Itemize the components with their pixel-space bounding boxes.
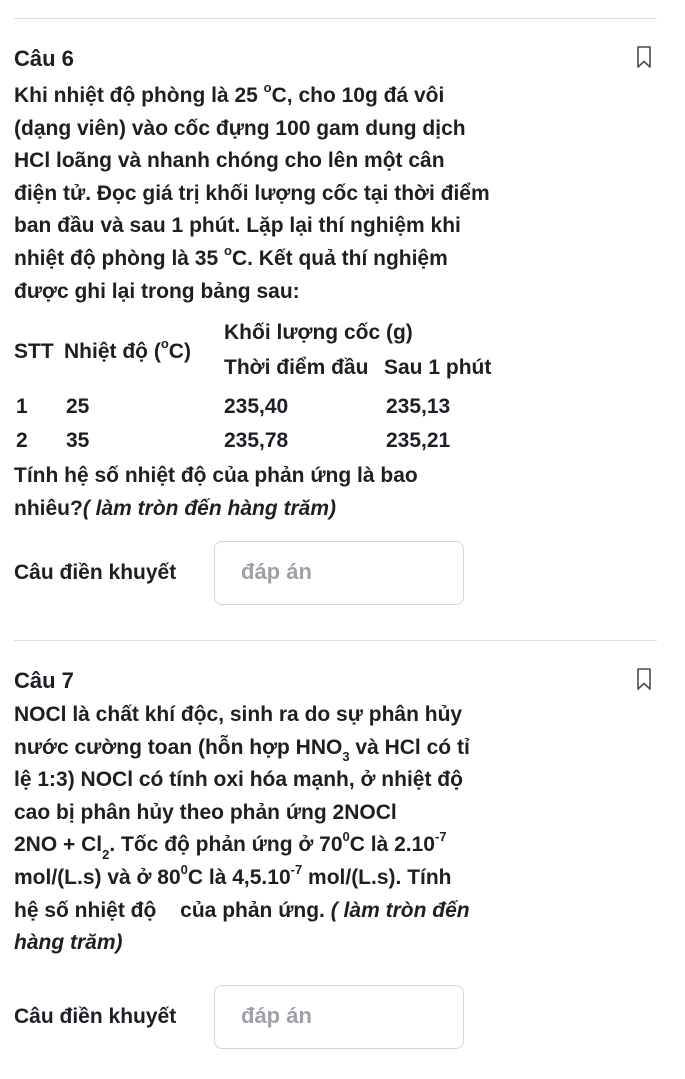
top-divider [14,18,657,19]
bookmark-icon[interactable] [637,46,651,68]
row-2-temp: 35 [66,429,90,452]
row-2-after: 235,21 [386,429,451,452]
answer-placeholder: đáp án [241,559,312,584]
question-6-title: Câu 6 [14,46,74,71]
col-after-header: Sau 1 phút [384,356,492,379]
row-1-stt: 1 [16,395,28,418]
row-1-start: 235,40 [224,395,289,418]
answer-input[interactable] [214,985,464,1049]
col-start-header: Thời điểm đầu [224,356,369,379]
row-2-stt: 2 [16,429,28,452]
col-mass-header: Khối lượng cốc (g) [224,321,413,344]
question-divider [14,640,657,641]
fill-blank-label: Câu điền khuyết [14,1005,177,1028]
fill-blank-label: Câu điền khuyết [14,561,177,584]
row-2-start: 235,78 [224,429,289,452]
answer-placeholder: đáp án [241,1003,312,1028]
question-7-title: Câu 7 [14,668,74,693]
row-1-temp: 25 [66,395,90,418]
question-6-text: Khi nhiệt độ phòng là 25 $^o$C, cho 10g đá vôi (dạng viên) vào cốc đựng 100 gam dung dịch HCl loãng và nhanh chóng cho lên một cân điện tử. Đọc giá trị khối lượng cốc tại thời điểm ban đầu và sau 1 phút. Lặp lại thí nghiệm khi nhiệt độ phòng là 35 $^o$C. Kết quả thí nghiệm được ghi lại trong bảng sau: [14,80,490,303]
answer-input[interactable] [214,541,464,605]
question-6-prompt: Tính hệ số nhiệt độ của phản ứng là bao nhiêu?( làm tròn đến hàng trăm) [14,464,418,520]
col-temp-header: Nhiệt độ ($^o$C) [64,336,191,363]
row-1-after: 235,13 [386,395,451,418]
col-stt-header: STT [14,340,54,363]
question-7-text: NOCl là chất khí độc, sinh ra do sự phân hủy nước cường toan (hỗn hợp $HNO_3$ và HCl có tỉ lệ 1:3) NOCl có tính oxi hóa mạnh, ở nhiệt độ cao bị phân hủy theo phản ứng 2NOCl $2NO + Cl_2$. Tốc độ phản ứng ở $70^0C$ là $2.10^{-7}$ mol/(L.s) và ở $80^0C$ là $4,5.10^{-7}$ mol/(L.s). Tính hệ số nhiệt độ của phản ứng. ( làm tròn đến hàng trăm) [14,703,470,955]
bookmark-icon[interactable] [637,668,651,690]
